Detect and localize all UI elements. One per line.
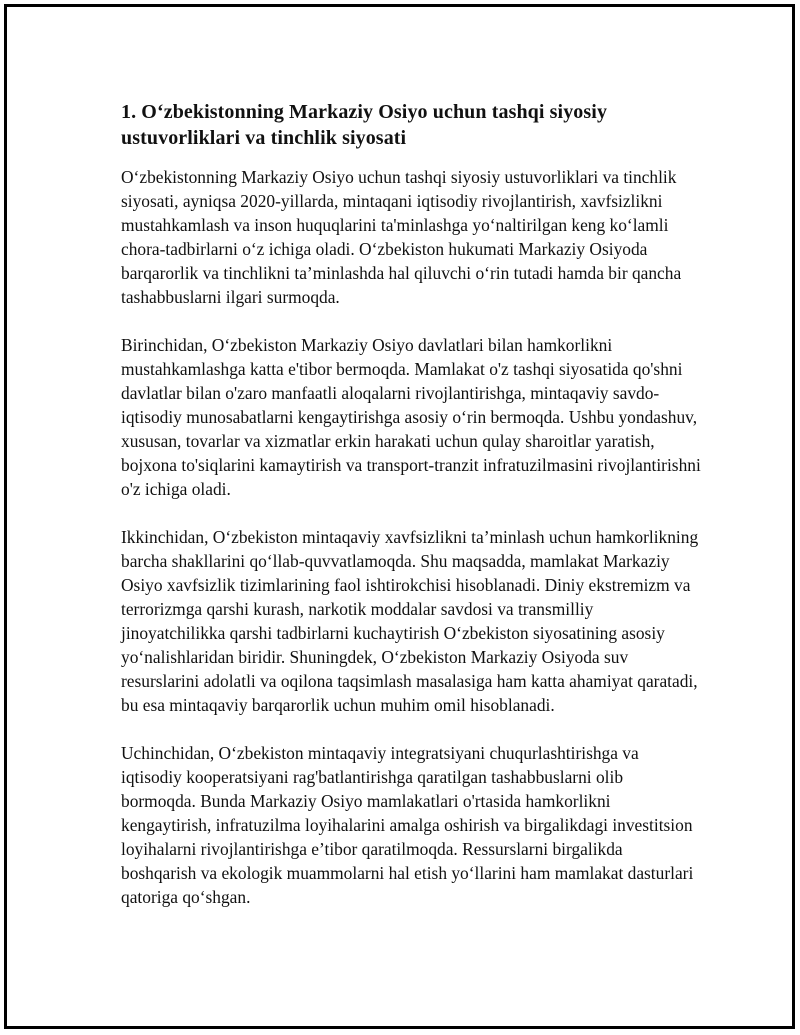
page-frame (4, 4, 795, 1029)
document-body (121, 99, 701, 933)
paragraph-first: Birinchidan, O‘zbekiston Markaziy Osiyo davlatlari bilan hamkorlikni mustahkamlashga katta e'tibor bermoqda. Mamlakat o'z tashqi siyosatida qo'shni davlatlar bilan o'zaro manfaatli aloqalarni rivojlantirishga, mintaqaviy savdo-iqtisodiy munosabatlarni kengaytirishga asosiy o‘rin bermoqda. Ushbu yondashuv, xususan, tovarlar va xizmatlar erkin harakati uchun qulay sharoitlar yaratish, bojxona to'siqlarini kamaytirish va transport-tranzit infratuzilmasini rivojlantirishni o'z ichiga oladi. (121, 335, 701, 499)
paragraph-third: Uchinchidan, O‘zbekiston mintaqaviy integratsiyani chuqurlashtirishga va iqtisodiy kooperatsiyani rag'batlantirishga qaratilgan tashabbuslarni olib bormoqda. Bunda Markaziy Osiyo mamlakatlari o'rtasida hamkorlikni kengaytirish, infratuzilma loyihalarini amalga oshirish va birgalikdagi investitsion loyihalarni rivojlantirishga e’tibor qaratilmoqda. Ressurslarni birgalikda boshqarish va ekologik muammolarni hal etish yo‘llarini ham mamlakat dasturlari qatoriga qo‘shgan. (121, 743, 694, 907)
section-heading: 1. O‘zbekistonning Markaziy Osiyo uchun tashqi siyosiy ustuvorliklari va tinchlik siyosati (121, 101, 608, 149)
paragraph-second: Ikkinchidan, O‘zbekiston mintaqaviy xavfsizlikni ta’minlash uchun hamkorlikning barcha shakllarini qo‘llab-quvvatlamoqda. Shu maqsadda, mamlakat Markaziy Osiyo xavfsizlik tizimlarining faol ishtirokchisi hisoblanadi. Diniy ekstremizm va terrorizmga qarshi kurash, narkotik moddalar savdosi va transmilliy jinoyatchilikka qarshi tadbirlarni kuchaytirish O‘zbekiston siyosatining asosiy yo‘nalishlaridan biridir. Shuningdek, O‘zbekiston Markaziy Osiyoda suv resurslarini adolatli va oqilona taqsimlash masalasiga ham katta ahamiyat qaratadi, bu esa mintaqaviy barqarorlik uchun muhim omil hisoblanadi. (121, 527, 699, 715)
paragraph-intro: O‘zbekistonning Markaziy Osiyo uchun tashqi siyosiy ustuvorliklari va tinchlik siyosati, ayniqsa 2020-yillarda, mintaqani iqtisodiy rivojlantirish, xavfsizlikni mustahkamlash va inson huquqlarini ta'minlashga yo‘naltirilgan keng ko‘lamli chora-tadbirlarni o‘z ichiga oladi. O‘zbekiston hukumati Markaziy Osiyoda barqarorlik va tinchlikni ta’minlashda hal qiluvchi o‘rin tutadi hamda bir qancha tashabbuslarni ilgari surmoqda. (121, 167, 682, 307)
